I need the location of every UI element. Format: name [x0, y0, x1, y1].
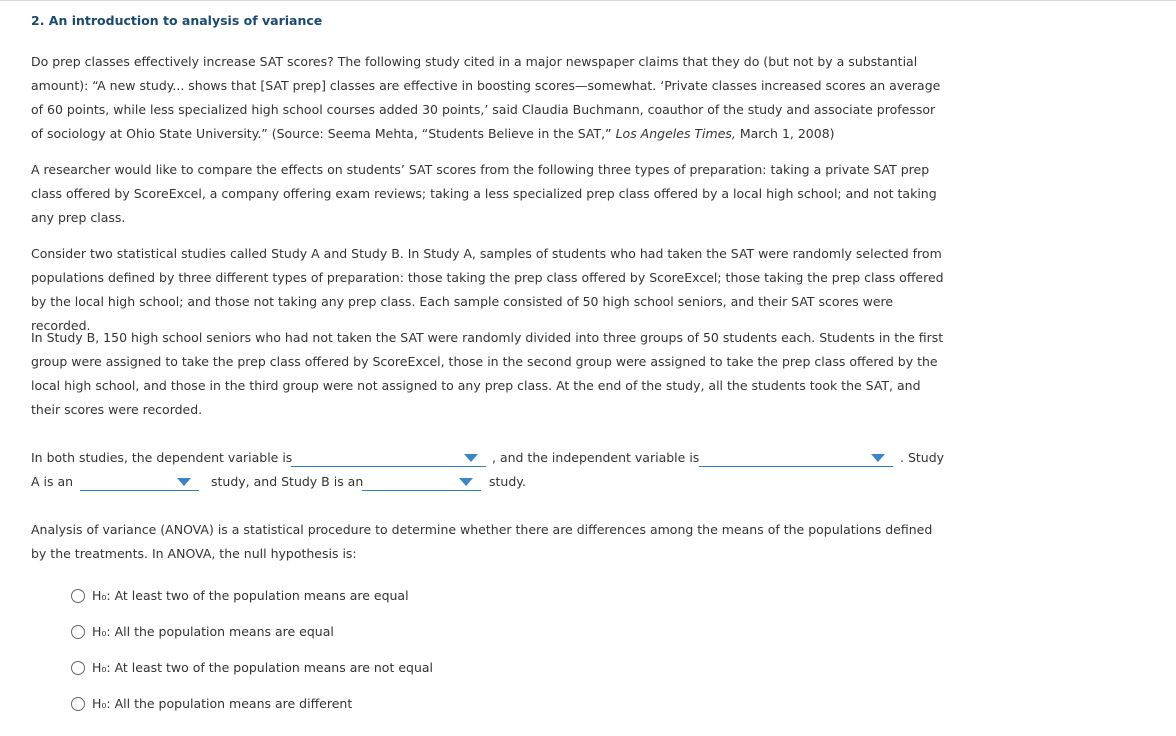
top-divider: [0, 0, 1176, 1]
radio-button[interactable]: [71, 697, 85, 711]
option-label: H₀: All the population means are different: [92, 696, 353, 711]
study-b-type-dropdown[interactable]: [362, 470, 481, 491]
intro-text: Do prep classes effectively increase SAT scores? The following study cited in a major newspaper claims that they do (but not by a substantial amount): “A new study... shows that [SAT prep] classes are effective in boosting scores—somewhat. ‘Private classes increased scores an average of 60 points, while less specialized high school courses added 30 points,’ said Claudia Buchmann, coauthor of the study and associate professor of sociology at Ohio State University.” (Source: Seema Mehta, “Students Believe in the SAT,”: [31, 54, 941, 141]
option-label: H₀: All the population means are equal: [92, 624, 334, 639]
radio-button[interactable]: [71, 589, 85, 603]
study-a-label: A is an: [31, 474, 74, 489]
study-b-paragraph: In Study B, 150 high school seniors who had not taken the SAT were randomly divided into three groups of 50 students each. Students in the first group were assigned to take the prep class offered by ScoreExcel, those in the second group were assigned to take the prep class offered by the local high school, and those in the third group were not assigned to any prep class. At the end of the study, all the students took the SAT, and their scores were recorded.: [31, 330, 944, 417]
chevron-down-icon: [177, 478, 191, 486]
chevron-down-icon: [464, 454, 478, 462]
option-label: H₀: At least two of the population means are not equal: [92, 660, 434, 675]
study-end-text: study.: [489, 474, 526, 489]
anova-intro-paragraph: Analysis of variance (ANOVA) is a statistical procedure to determine whether there are differences among the means of the populations defined by the treatments. In ANOVA, the null hypothesis is:: [31, 522, 933, 561]
independent-variable-label: , and the independent variable is: [492, 450, 700, 465]
study-prefix-text: . Study: [900, 450, 945, 465]
chevron-down-icon: [871, 454, 885, 462]
independent-variable-dropdown[interactable]: [699, 446, 893, 467]
source-date: March 1, 2008): [735, 126, 835, 141]
intro-paragraph: [31, 50, 951, 146]
option-label: H₀: At least two of the population means are equal: [92, 588, 409, 603]
question-title: 2. An introduction to analysis of variance: [31, 13, 323, 28]
researcher-paragraph: A researcher would like to compare the effects on students’ SAT scores from the following three types of preparation: taking a private SAT prep class offered by ScoreExcel, a company offering exam reviews; taking a less specialized prep class offered by a local high school; and not taking any prep class.: [31, 162, 937, 225]
study-a-paragraph: Consider two statistical studies called Study A and Study B. In Study A, samples of students who had taken the SAT were randomly selected from populations defined by three different types of preparation: those taking the prep class offered by ScoreExcel; those taking the prep class offered by the local high school; and those not taking any prep class. Each sample consisted of 50 high school seniors, and their SAT scores were recorded.: [31, 246, 944, 333]
study-a-type-dropdown[interactable]: [80, 470, 199, 491]
dependent-variable-dropdown[interactable]: [291, 446, 486, 467]
study-b-label: study, and Study B is an: [211, 474, 364, 489]
radio-button[interactable]: [71, 625, 85, 639]
radio-button[interactable]: [71, 661, 85, 675]
source-publication: Los Angeles Times,: [615, 126, 736, 141]
chevron-down-icon: [459, 478, 473, 486]
dependent-variable-label: In both studies, the dependent variable is: [31, 450, 293, 465]
